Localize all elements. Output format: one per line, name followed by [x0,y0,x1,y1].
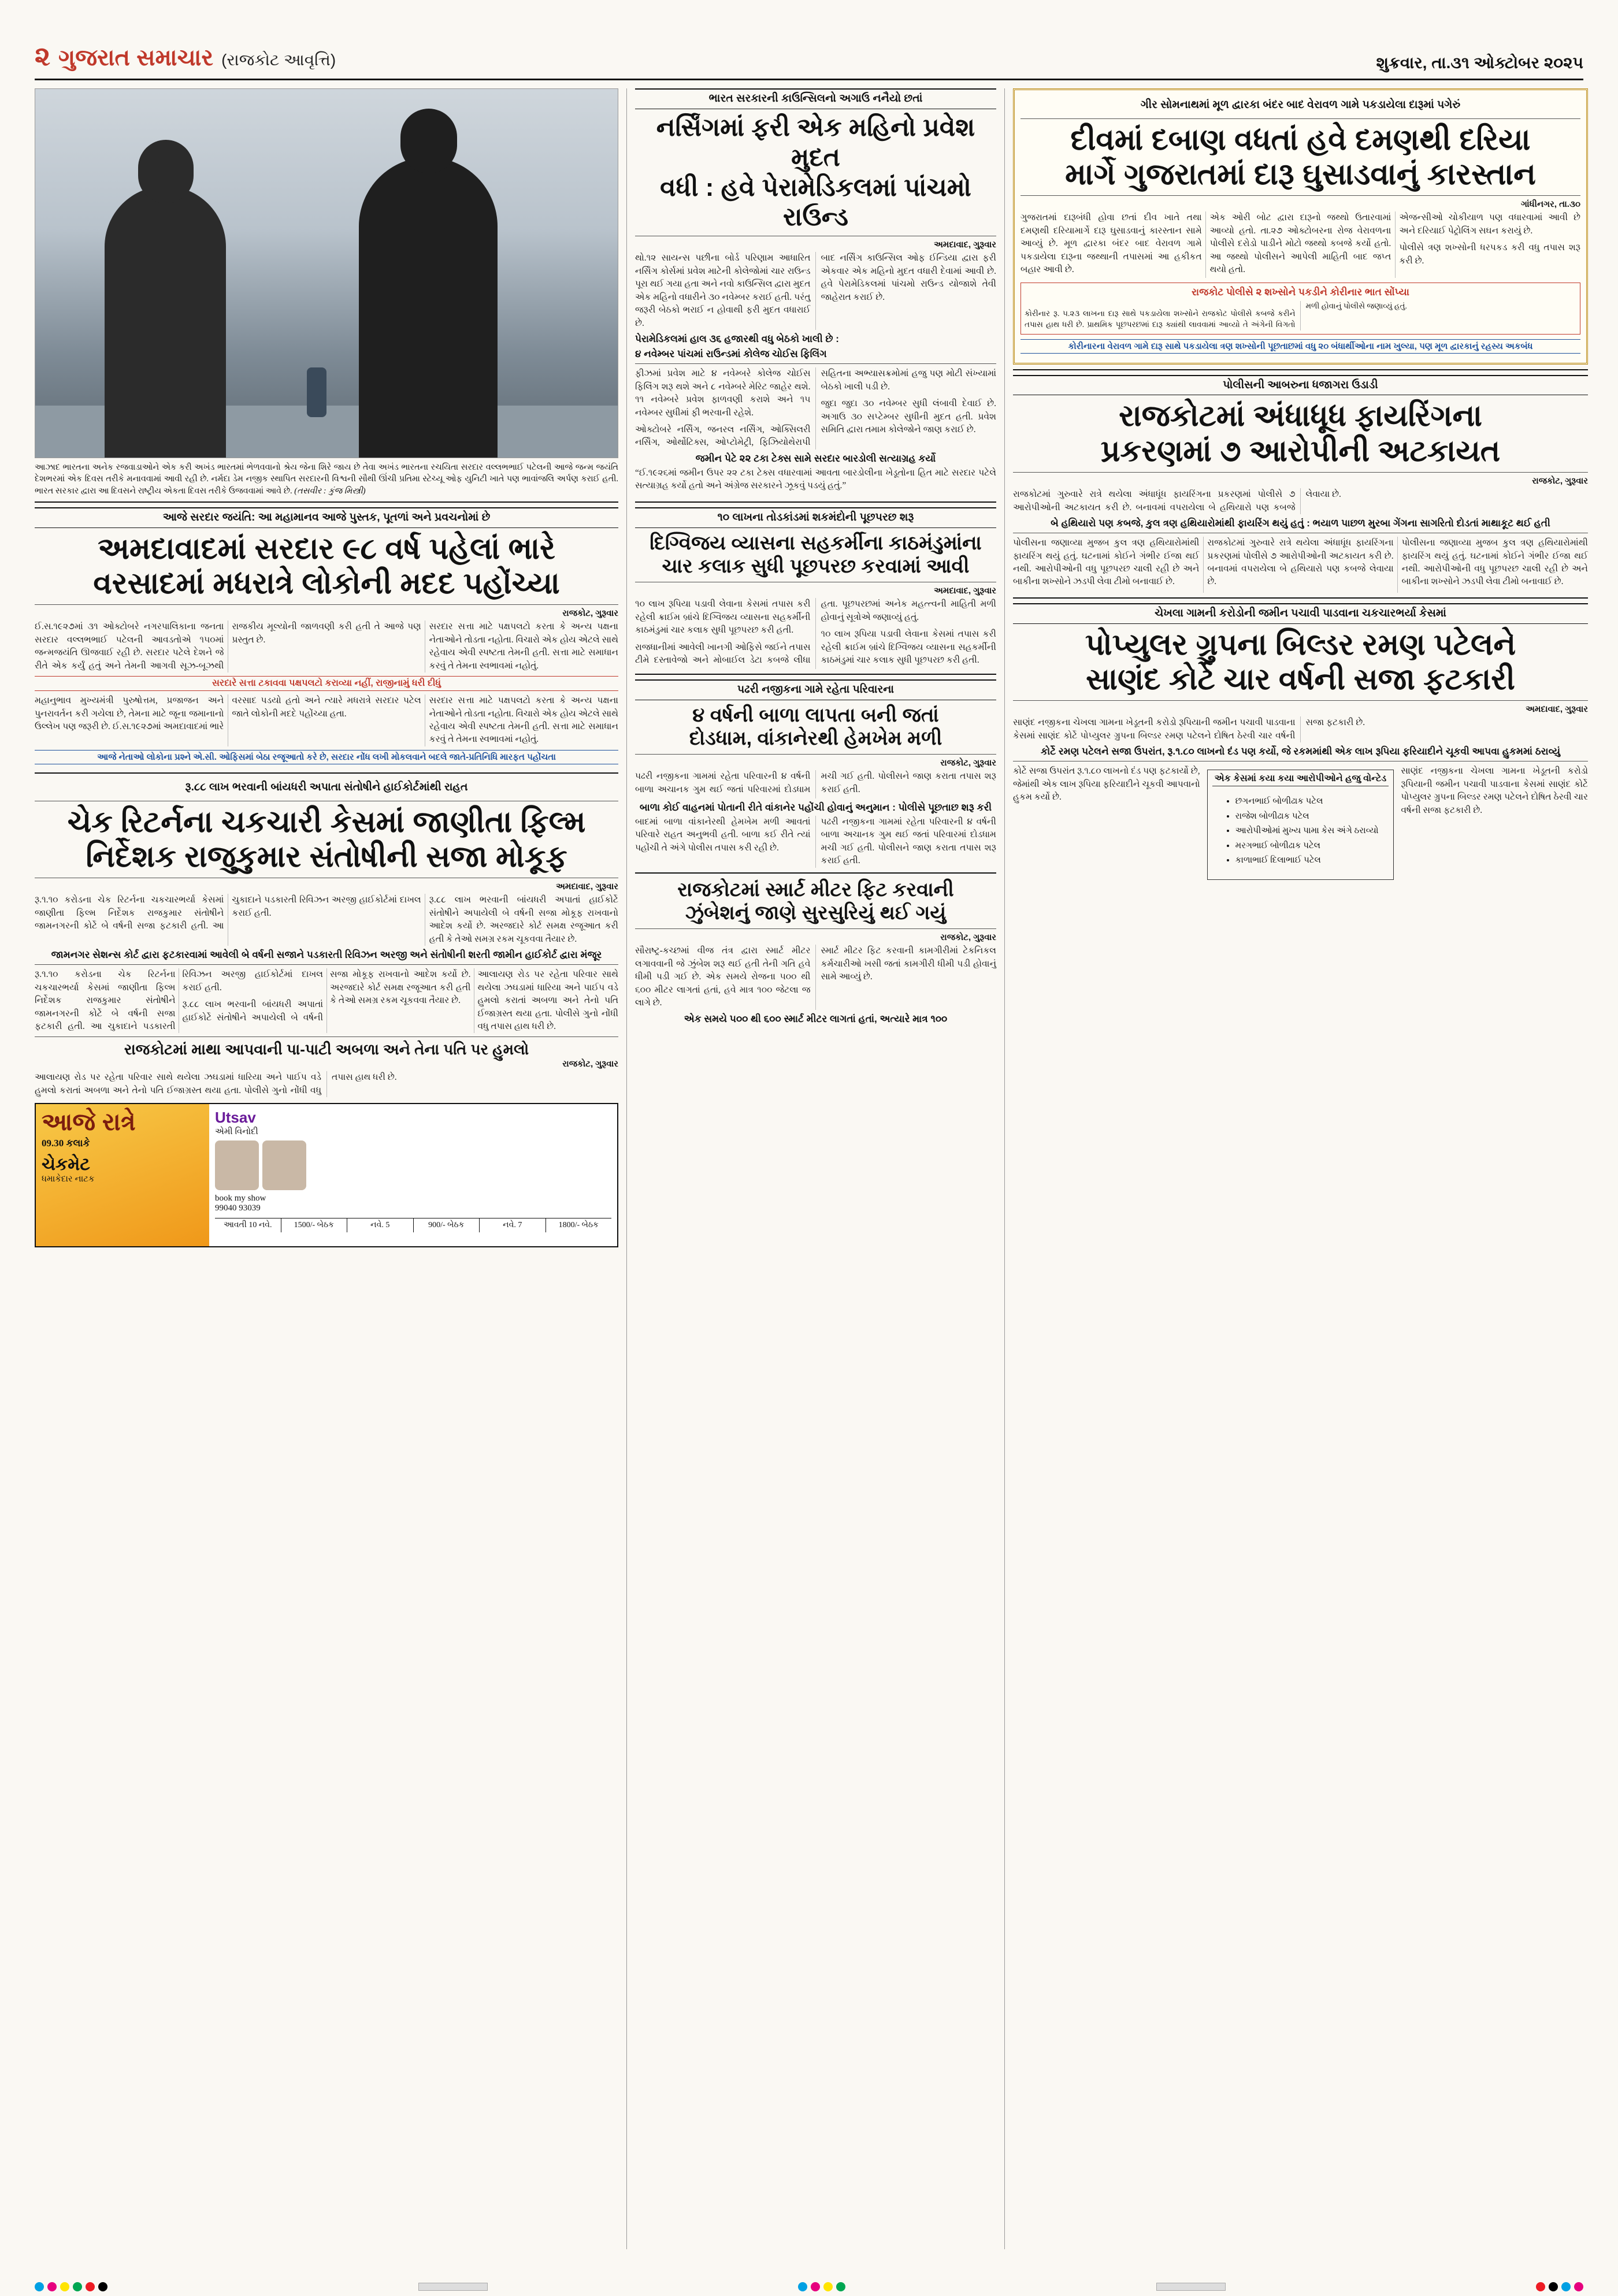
article-headline: રાજકોટમાં માથા આપવાની પા-પાટી અબળા અને તેના પતિ પર હુમલો [124,1041,529,1058]
sidebar-box-body [1025,301,1576,330]
lead-photo-block [35,88,618,497]
registration-dot-yellow [823,2282,833,2291]
divider [35,772,618,774]
article-headline-line2: દોડધામ, વાંકાનેરથી હેમખેમ મળી [689,727,942,750]
article-kicker: ૧૦ લાખના તોડકાંડમાં શકમંદોની પૂછપરછ શરૂ [635,507,996,528]
photo-caption-text: આઝાદ ભારતના અનેક રજવાડાઓને એક કરી અખંડ ભારતમાં ભેળવવાનો શ્રેય જેના શિરે જાય છે તેવા અખંડ ભારતના રચયિતા સરદાર વલ્લભભાઈ પટેલની આજે જન્મ જયંતિ દેશભરમાં એક દિવસ તરીકે મનાવવામાં આવી રહી છે. નર્મદા ડેમ નજીક સ્થાપિત સરદારની વિશ્વની સૌથી ઊંચી પ્રતિમા સ્ટેચ્યૂ ઓફ યુનિટી ખાતે પણ ભાવાંજલિ અર્પણ કરાઈ હતી. ભારત સરકાર દ્વારા આ દિવસને રાષ્ટ્રીય એકતા દિવસ તરીકે ઉજવવામાં આવે છે. [35,463,618,496]
ad-time: 09.30 કલાકે [42,1138,90,1149]
article-headline-line1: દીવમાં દબાણ વધતાં હવે દમણથી દરિયા [1070,122,1531,157]
paragraph: સૌરાષ્ટ્ર-કચ્છમાં વીજ તંત્ર દ્વારા સ્માર્ટ મીટર લગાવવાની જે ઝુંબેશ શરૂ થઈ હતી તેની ગતિ હવે ધીમી પડી ગઈ છે. એક સમયે રોજના ૫૦૦ થી ૬૦૦ મીટર લાગતાં હતાં, હવે માત્ર ૧૦૦ જેટલા જ લાગે છે. [635,946,811,1008]
article-subhead: બે હથિયારો પણ કબજે, કુલ ત્રણ હથિયારોમાંથી ફાયરિંગ થયું હતું : ભયાળ પાછળ મુરબા ગેંગના સાગરિતો દોડતાં માથાકૂટ થઈ હતી [1051,518,1550,529]
divider [635,674,996,675]
paragraph: બાદ નર્સિંગ કાઉન્સિલ ઓફ ઈન્ડિયા દ્વારા ફરી એકવાર એક મહિનો મુદત વધારી દેવામાં આવી છે. હવે પેરામેડિકલમાં પાંચમો રાઉન્ડ યોજાશે તેવી જાહેરાત કરાઈ છે. [821,253,996,302]
list-item: • રાજેશ બોળીઢાક પટેલ [1235,810,1389,823]
page-number: ૨ [35,41,51,71]
registration-bar [418,2283,488,2291]
article-headline-line1: રાજકોટમાં અંધાધૂધ ફાયરિંગના [1119,399,1482,433]
paragraph: આલાયણ રોડ પર રહેતા પરિવાર સાથે થયેલા ઝઘડામાં ધારિયા અને પાઈપ વડે હુમલો કરાતાં અબળા અને તેનો પતિ ઈજાગ્રસ્ત થયા હતા. પોલીસે ગુનો નોંધી વધુ તપાસ હાથ ધરી છે. [35,1072,397,1095]
article-dateline: રાજકોટ, ગુરૂવાર [940,758,996,768]
article-footer-note: કોરીનારના વેરાવળ ગામે દારૂ સાથે પકડાયેલા ત્રણ શખ્સોની પૂછતાછમાં વધુ ૨૦ બંધાર્થીઓના નામ ખુલ્યા, પણ મૂળ દ્વારકાનું રહસ્ય અકબંધ [1020,339,1580,354]
paragraph: મહાનુભાવ મુખ્યમંત્રી પુરુષોત્તમ, પ્રજાજન અને પુનરાવર્તન કરી ગયેલા છે, તેમના માટે જૂના જમાનાનો ઉલ્લેખ પણ જરૂરી છે. ઈ.સ.૧૯૨૭માં અમદાવાદમાં ભારે વરસાદ પડયો હતો અને ત્યારે મધરાત્રે સરદાર પટેલ જાતે લોકોની મદદે પહોંચ્યા હતા. [35,696,421,732]
divider [35,964,618,965]
ad-price-cell: 1800/- બેઠક [558,1221,599,1230]
article-body-col3 [1401,765,1588,880]
statue-photo [35,88,618,458]
note-box-title: એક કેસમાં કયા કયા આરોપીઓને હજુ વોન્ટેડ [1212,774,1389,786]
list-item: • કાળાભાઈ દિલાભાઈ પટેલ [1235,854,1389,867]
article-kicker: પોલીસની આબરુના ધજાગરા ઉડાડી [1013,375,1588,396]
divider [35,604,618,605]
paragraph: સાણંદ નજીકના ચેખલા ગામના ખેડૂતની કરોડો રૂપિયાની જમીન પચાવી પાડવાના કેસમાં સાણંદ કોર્ટે પોપ્યુલર ગ્રુપના બિલ્ડર રમણ પટેલને દોષિત ઠેરવી ચાર વર્ષની સજા ફટકારી છે. [1013,718,1365,741]
article-nursing-admission [635,88,996,497]
ad-cast-photos [215,1140,611,1190]
article-body-cont [635,367,996,449]
ad-price-cell: 900/- બેઠક [414,1218,480,1232]
column-right [1004,88,1588,2249]
paragraph: જુદા જુદા ૩૦ નવેમ્બર સુધી લંબાવી દેવાઈ છે. અગાઉ ૩૦ સપ્ટેમ્બર સુધીની મુદત હતી. પ્રવેશ સમિતિ દ્વારા તમામ કોલેજોને જાણ કરાઈ છે. [821,399,996,434]
paragraph: રાજકોટમાં ગુરુવારે રાત્રે થયેલા અંધાધૂંધ ફાયરિંગના પ્રકરણમાં પોલીસે ૭ આરોપીઓની અટકાયત કરી છે. બનાવમાં વપરાયેલા બે હથિયારો પણ કબજે લેવાયા છે. [1013,489,1341,512]
article-dateline: અમદાવાદ, ગુરૂવાર [1526,704,1588,715]
article-dateline: રાજકોટ, ગુરૂવાર [940,932,996,943]
masthead-left [35,40,336,73]
registration-bar [1156,2283,1226,2291]
divider [35,501,618,503]
article-headline-line1: દિગ્વિજય વ્યાસના સહકર્મીના કાઠમંડુમાંના [650,532,982,554]
paragraph: બાદમાં બાળા વાંકાનેરથી હેમખેમ મળી આવતાં પરિવારે રાહત અનુભવી હતી. બાળા કઈ રીતે ત્યાં પહોંચી તે અંગે પોલીસ તપાસ કરી રહી છે. [635,816,811,853]
paragraph: સાણંદ નજીકના ચેખલા ગામના ખેડૂતની કરોડો રૂપિયાની જમીન પચાવી પાડવાના કેસમાં સાણંદ કોર્ટે પોપ્યુલર ગ્રુપના બિલ્ડર રમણ પટેલને દોષિત ઠેરવી ચાર વર્ષની સજા ફટકારી છે. [1401,766,1588,815]
newspaper-title: ગુજરાત સમાચાર [58,45,214,70]
dot-group-left [35,2282,107,2291]
ad-channel: એમી વિનોદી [215,1127,258,1137]
registration-dot-yellow [60,2282,69,2291]
paragraph: સરદાર સત્તા માટે પક્ષપલટો કરતા કે અન્ય પક્ષના નેતાઓને તોડતા નહોતા. વિચારો એક હોય એટલે સાથે રહેવાય એવી સ્પષ્ટતા તેમની હતી. સત્તા માટે સમાધાન કરવું તે તેમના સ્વભાવમાં નહોતું. [429,622,618,671]
paragraph: “ઈ.૧૯૨૬માં જમીન ઉપર ૨૨ ટકા ટેક્સ વધારવામાં આવતા બારડોલીના ખેડૂતોના હિત માટે સરદાર પટેલે સત્યાગ્રહ કર્યો હતો અને અંગ્રેજ સરકારને ઝૂકવું પડયું હતું.” [635,467,996,491]
article-body [35,1071,618,1097]
article-body-col1 [1013,765,1200,880]
ad-left-panel [36,1104,209,1246]
advertisement[interactable] [35,1103,618,1247]
paragraph: ૧૦ લાખ રૂપિયા પડાવી લેવાના કેસમાં તપાસ કરી રહેલી ક્રાઈમ બ્રાંચે દિગ્વિજય વ્યાસના સહકર્મીની કાઠમંડુમાં ચાર કલાક સુધી પૂછપરછ કરી હતી. [635,599,811,636]
registration-dot-red [1536,2282,1545,2291]
registration-dot-cyan [798,2282,807,2291]
note-box [1207,770,1394,880]
paragraph: રાજધાનીમાં આવેલી ખાનગી ઓફિસે જઈને તપાસ ટીમે દસ્તાવેજો અને મોબાઈલ ડેટા કબજે લીધા હતા. પૂછપરછમાં અનેક મહત્ત્વની માહિતી મળી હોવાનું સૂત્રોએ જણાવ્યું હતું. [635,599,996,666]
ad-price-strip [215,1218,611,1232]
article-headline-line1: ૪ વર્ષની બાળા લાપતા બની જતાં [692,704,939,726]
article-body [635,770,996,798]
paragraph: આલાયણ રોડ પર રહેતા પરિવાર સાથે થયેલા ઝઘડામાં ધારિયા અને પાઈપ વડે હુમલો કરાતાં અબળા અને તેનો પતિ ઈજાગ્રસ્ત થયા હતા. પોલીસે ગુનો નોંધી વધુ તપાસ હાથ ધરી છે. [477,969,618,1032]
page-grid [35,88,1588,2249]
ad-phone[interactable]: 99040 93039 [215,1203,261,1213]
paragraph: કોરીનાર રૂ. ૫.૨૩ લાખના દારૂ સાથે પકડાયેલા શખ્સોને રાજકોટ પોલીસે કબજે કરીને તપાસ હાથ ધરી છે. પ્રાથમિક પૂછપરછમાં દારૂ ક્યાંથી લાવવામાં આવ્યો તે અંગેની વિગતો મળી હોવાનું પોલીસે જણાવ્યું હતું. [1025,301,1407,329]
article-land-tax-subhead: જમીન પેટે ૨૨ ટકા ટેક્સ સામે સરદાર બારડોલી સત્યાગ્રહ કર્યો [695,452,936,464]
statue-right [359,157,498,458]
case-wanted-box [1207,765,1394,880]
divider [35,1036,618,1037]
article-fact-line: એક સમયે ૫૦૦ થી ૬૦૦ સ્માર્ટ મીટર લાગતાં હતાં, અત્યારે માત્ર ૧૦૦ [684,1013,948,1024]
photo-caption [35,462,618,497]
registration-dot-black [1549,2282,1558,2291]
article-headline-line1: અમદાવાદમાં સરદાર ૯૮ વર્ષ પહેલાં ભારે [98,532,555,566]
article-dateline: રાજકોટ, ગુરૂવાર [562,608,618,619]
article-headline-line2: વધી : હવે પેરામેડિકલમાં પાંચમો રાઉન્ડ [660,173,971,232]
paragraph: સ્માર્ટ મીટર ફિટ કરવાની કામગીરીમાં ટેકનિકલ કર્મચારીઓ ખસી જતાં કામગીરી ધીમી પડી હોવાનું સામે આવ્યું છે. [821,946,996,982]
ad-tagline: ધમાકેદાર નાટક [42,1175,95,1184]
article-dateline: રાજકોટ, ગુરૂવાર [1532,476,1588,486]
article-headline-line1: રાજકોટમાં સ્માર્ટ મીટર ફિટ કરવાની [677,878,954,901]
article-kicker: રૂ.૮૮ લાખ ભરવાની બાંયધરી અપાતા સંતોષીને હાઈકોર્ટમાંથી રાહત [185,781,468,793]
article-rajkot-assault [35,1041,618,1097]
article-body [1020,211,1580,277]
paragraph: રાજકોટમાં ગુરુવારે રાત્રે થયેલા અંધાધૂંધ ફાયરિંગના પ્રકરણમાં પોલીસે ૭ આરોપીઓની અટકાયત કરી છે. બનાવમાં વપરાયેલા બે હથિયારો પણ કબજે લેવાયા છે. [1207,538,1394,587]
article-body [1013,716,1588,742]
divider [1013,700,1588,701]
article-body-extra [35,968,618,1033]
article-subhead-2: ૪ નવેમ્બર પાંચમાં રાઉન્ડમાં કોલેજ ચોઈસ ફિલિંગ [635,348,827,360]
ad-price-cell: નવે. 5 [347,1218,414,1232]
paragraph: ગુજરાતમાં દારૂબંધી હોવા છતાં દીવ ખાતે તથા દમણથી દરિયામાર્ગે દારૂ ઘુસાડવાનું કારસ્તાન સામે આવ્યું છે. મૂળ દ્વારકા બંદર બાદ વેરાવળ ગામે પકડાયેલા દારૂના જથ્થાની તપાસમાં આ હકીકત બહાર આવી છે. [1020,213,1202,275]
paragraph: થો.૧૨ સાયન્સ પછીના બોર્ડ પરિણામ આધારિત નર્સિંગ કોર્સમાં પ્રવેશ માટેની કોલેજોમાં ચાર રાઉન્ડ પૂરા થઈ ગયા હતા અને નવો કાઉન્સિલ દ્વારા મુદત એક મહિનો વધારીને ૩૦ નવેમ્બર કરાઈ હતી. પરંતુ જરૂરી બેઠકો ભરાઈ ન હોવાથી ફરી મુદત વધારાઈ છે. [635,253,811,328]
paragraph: એક ઓરી બોટ દ્વારા દારૂનો જથ્થો ઉતારવામાં આવ્યો હતો. તા.૨૭ ઓક્ટોબરના રોજ વેરાવળના પોલીસે દરોડો પાડીને મોટો જથ્થો કબજે કર્યો હતો. આ જથ્થો પોલીસને આપેલી માહિતી બાદ જપ્ત થયો હતો. [1209,213,1391,275]
article-smart-meter [635,878,996,1027]
article-headline-line2: પ્રકરણમાં ૭ આરોપીની અટકાયત [1100,434,1501,468]
paragraph: કોર્ટે સજા ઉપરાંત રૂ.૧.૮૦ લાખનો દંડ પણ ફટકાર્યો છે, જેમાંથી એક લાખ રૂપિયા ફરિયાદીને ચૂકવી આપવાનો હુકમ કર્યો છે. [1013,766,1200,803]
article-liquor-smuggling [1013,88,1588,365]
divider [1013,472,1588,473]
divider [635,363,996,364]
ad-price-cell: 1500/- બેઠક [281,1218,348,1232]
paragraph: એજન્સીઓ ચોકીયાળ પણ વધારવામાં આવી છે અને દરિયાઈ પેટ્રોલિંગ સઘન કરાયું છે. [1399,213,1580,236]
registration-dot-green [836,2282,845,2291]
ad-right-panel [209,1104,617,1246]
paragraph: સરદાર સત્તા માટે પક્ષપલટો કરતા કે અન્ય પક્ષના નેતાઓને તોડતા નહોતા. વિચારો એક હોય એટલે સાથે રહેવાય એવી સ્પષ્ટતા તેમની હતી. સત્તા માટે સમાધાન કરવું તે તેમના સ્વભાવમાં નહોતું. [429,696,618,745]
paragraph: રૂ.૧.૧૦ કરોડના ચેક રિટર્નના ચકચારભર્યા કેસમાં જાણીતા ફિલ્મ નિર્દેશક રાજકુમાર સંતોષીને જામનગરની કોર્ટે બે વર્ષની સજા ફટકારી હતી. આ ચુકાદાને પડકારતી રિવિઝન અરજી હાઈકોર્ટમાં દાખલ કરાઈ હતી. [35,969,323,1032]
article-dateline: ગાંધીનગર, તા.૩૦ [1521,199,1580,210]
article-headline-line2: સાણંદ કોર્ટે ચાર વર્ષની સજા ફટકારી [1086,662,1515,696]
print-registration-marks [35,2282,1583,2291]
article-headline-line2: ચાર કલાક સુધી પૂછપરછ કરવામાં આવી [662,555,970,578]
statue-left [105,186,226,458]
article-subhead: જામનગર સેશન્સ કોર્ટ દ્વારા ફટકારવામાં આવેલી બે વર્ષની સજાને પડકારતી રિવિઝન અરજી અને સંતોષીની શરતી જામીન હાઈકોર્ટ દ્વારા મંજૂર [51,949,602,961]
article-body [635,598,996,669]
date-line: શુક્રવાર, તા.૩૧ ઓક્ટોબર ૨૦૨૫ [1376,54,1583,72]
article-headline-line1: ચેક રિટર્નના ચકચારી કેસમાં જાણીતા ફિલ્મ [67,805,586,839]
avatar [262,1140,306,1190]
paragraph: રૂ.૧.૧૦ કરોડના ચેક રિટર્નના ચકચારભર્યા કેસમાં જાણીતા ફિલ્મ નિર્દેશક રાજકુમાર સંતોષીને જામનગરની કોર્ટે બે વર્ષની સજા ફટકારી હતી. આ ચુકાદાને પડકારતી રિવિઝન અરજી હાઈકોર્ટમાં દાખલ કરાઈ હતી. [35,895,421,931]
dot-group-mid [798,2282,845,2291]
paragraph: પઢરી નજીકના ગામમાં રહેતા પરિવારની ૪ વર્ષની બાળા અચાનક ગુમ થઈ જતાં પરિવારમાં દોડધામ મચી ગઈ હતી. પોલીસને જાણ કરાતા તપાસ શરૂ કરાઈ હતી. [635,771,996,794]
ad-show-name: ચેકમેટ [42,1155,90,1175]
list-item: • છગનભાઈ બોળીઢાક પટેલ [1235,795,1389,808]
article-subhead: બાળા કોઈ વાહનમાં પોતાની રીતે વાંકાનેર પહોંચી હોવાનું અનુમાન : પોલીસે પૂછતાછ શરૂ કરી [639,801,992,813]
article-body [35,621,618,673]
article-headline-line2: નિર્દેશક રાજુકુમાર સંતોષીની સજા મોકૂફ [86,839,567,874]
article-sardar-jayanti [35,507,618,768]
article-dateline: અમદાવાદ, ગુરૂવાર [556,882,618,892]
photo-credit: (તસવીર : કુંજ મિસ્ત્રી) [294,486,366,496]
ad-booking-label[interactable]: book my show [215,1194,266,1203]
registration-dot-green [73,2282,82,2291]
article-builder-sentence [1013,603,1588,880]
article-dateline: અમદાવાદ, ગુરૂવાર [934,240,996,250]
statue-left-head [138,140,194,203]
dot-group-right [1536,2282,1583,2291]
registration-dot-red [86,2282,95,2291]
registration-dot-magenta [811,2282,820,2291]
paragraph: ઈ.સ.૧૯૨૭માં ૩૧ ઓક્ટોબરે નગરપાલિકાના જનતા સરદાર વલ્લભભાઈ પટેલની આવડતોએ ૧૫૦માં જન્મજયંતિ ઊજવાઈ રહી છે. સરદાર પટેલે દેશને જે રીતે એક કર્યું હતું અને તેમની આગવી સૂઝ-બૂઝથી રાજકીય મૂલ્યોની જાળવણી કરી હતી તે આજે પણ પ્રસ્તુત છે. [35,622,421,671]
article-headline-line1: પોપ્યુલર ગ્રુપના બિલ્ડર રમણ પટેલને [1085,627,1516,662]
ad-brand: Utsav [215,1109,256,1127]
article-rajkot-firing [1013,375,1588,593]
paragraph: ૧૦ લાખ રૂપિયા પડાવી લેવાના કેસમાં તપાસ કરી રહેલી ક્રાઈમ બ્રાંચે દિગ્વિજય વ્યાસના સહકર્મીની કાઠમંડુમાં ચાર કલાક સુધી પૂછપરછ કરી હતી. [821,629,996,666]
registration-dot-black [98,2282,107,2291]
article-body-cont [635,816,996,868]
ad-title: આજે રાત્રે [42,1108,136,1136]
paragraph: રૂ.૮૮ લાખ ભરવાની બાંયધરી અપાતાં હાઈકોર્ટે સંતોષીને અપાયેલી બે વર્ષની સજા મોકૂફ રાખવાનો આદેશ કર્યો છે. અરજદારે કોર્ટ સમક્ષ રજૂઆત કરી હતી કે તેઓ સમગ્ર રકમ ચૂકવવા તૈયાર છે. [429,895,618,944]
article-extortion-probe [635,507,996,669]
article-kicker: પઢરી નજીકના ગામે રહેતા પરિવારના [635,679,996,700]
article-subhead: કોર્ટે રમણ પટેલને સજા ઉપરાંત, રૂ.૧.૮૦ લાખનો દંડ પણ કર્યો, જે રકમમાંથી એક લાખ રૂપિયા ફરિયાદીને ચૂકવી આપવા હુકમમાં ઠરાવ્યું [1040,746,1561,757]
sidebar-box-title: રાજકોટ પોલીસે ૨ શખ્સોને પકડીને કોરીનાર ભાત સોંપ્યા [1192,286,1409,298]
article-body [1013,488,1588,514]
article-blue-note: આજે નેતાઓ લોકોના પ્રશ્ને એ.સી. ઓફિસમાં બેઠા રજૂઆતો કરે છે, સરદાર નોંધ લખી મોકલવાને બદલે જાતે-પ્રતિનિધિ મારફત પહોંચતા [35,750,618,764]
paragraph: પોલીસના જણાવ્યા મુજબ કુલ ત્રણ હથિયારોમાંથી ફાયરિંગ થયું હતું. ઘટનામાં કોઈને ગંભીર ઈજા થઈ નથી. આરોપીઓની વધુ પૂછપરછ ચાલી રહી છે અને બાકીના શખ્સોને ઝડપી લેવા ટીમો બનાવાઈ છે. [1401,538,1588,587]
ad-price-cell: નવે. 7 [480,1218,546,1232]
article-kicker: આજે સરદાર જયંતિ: આ મહામાનવ આજે પુસ્તક, પૂતળાં અને પ્રવચનોમાં છે [35,507,618,528]
paragraph: ફીઝમાં પ્રવેશ માટે ૪ નવેમ્બરે કોલેજ ચોઈસ ફિલિંગ શરૂ થશે અને ૮ નવેમ્બરે મેરિટ જાહેર થશે. ૧૧ નવેમ્બરે પ્રવેશ ફાળવણી કરાશે અને ૧૫ નવેમ્બર સુધીમાં ફી ભરવાની રહેશે. [635,369,811,418]
divider [1020,118,1580,119]
article-body [635,252,996,330]
ad-price-cell: આવતી 10 નવે. [215,1218,281,1232]
article-headline-line2: ઝુંબેશનું જાણે સુરસુરિયું થઈ ગયું [685,902,947,924]
article-body [635,945,996,1009]
divider [635,872,996,874]
column-left [35,88,618,2249]
divider [1013,597,1588,599]
divider [635,501,996,503]
paragraph: પઢરી નજીકના ગામમાં રહેતા પરિવારની ૪ વર્ષની બાળા અચાનક ગુમ થઈ જતાં પરિવારમાં દોડધામ મચી ગઈ હતી. પોલીસને જાણ કરાતા તપાસ શરૂ કરાઈ હતી. [821,816,996,866]
article-dateline: અમદાવાદ, ગુરૂવાર [934,586,996,596]
article-headline-line1: નર્સિંગમાં ફરી એક મહિનો પ્રવેશ મુદત [656,113,975,172]
registration-dot-magenta [47,2282,57,2291]
article-kicker: ગીર સોમનાથમાં મૂળ દ્વારકા બંદર બાદ વેરાવળ ગામે પકડાયેલા દારૂમાં પગેરું [1140,99,1461,111]
divider [635,754,996,755]
registration-dot-magenta [1574,2282,1583,2291]
masthead [35,40,1583,80]
column-center [626,88,996,2249]
article-dateline: રાજકોટ, ગુરૂવાર [562,1059,618,1069]
paragraph: રૂ.૮૮ લાખ ભરવાની બાંયધરી અપાતાં હાઈકોર્ટે સંતોષીને અપાયેલી બે વર્ષની સજા મોકૂફ રાખવાનો આદેશ કર્યો છે. અરજદારે કોર્ટ સમક્ષ રજૂઆત કરી હતી કે તેઓ સમગ્ર રકમ ચૂકવવા તૈયાર છે. [182,969,471,1023]
article-red-subhead: સરદારે સત્તા ટકાવવા પક્ષપલટો કરાવ્યા નહીં, રાજીનામું ધરી દીધું [35,676,618,691]
paragraph: પોલીસે ત્રણ શખ્સોની ધરપકડ કરી વધુ તપાસ શરૂ કરી છે. [1399,243,1580,266]
edition-label: (રાજકોટ આવૃત્તિ) [221,51,336,69]
paragraph: ઓક્ટોબરે નર્સિંગ, જનરલ નર્સિંગ, ઓક્સિલરી નર્સિંગ, ઓર્થોટિક્સ, ઓપ્ટોમેટ્રી, ફિઝિયોથેરાપી સહિતના અભ્યાસક્રમોમાં હજુ પણ મોટી સંખ્યામાં બેઠકો ખાલી પડી છે. [635,369,996,448]
article-rajkumar-santoshi [35,778,618,1034]
wanted-list [1212,795,1389,867]
sidebar-box-rajkot-police [1020,283,1580,335]
list-item: • મરગભાઈ બોળીઢાક પટેલ [1235,839,1389,853]
divider [1013,369,1588,370]
divider [635,928,996,929]
paragraph: પોલીસના જણાવ્યા મુજબ કુલ ત્રણ હથિયારોમાંથી ફાયરિંગ થયું હતું. ઘટનામાં કોઈને ગંભીર ઈજા થઈ નથી. આરોપીઓની વધુ પૂછપરછ ચાલી રહી છે અને બાકીના શખ્સોને ઝડપી લેવા ટીમો બનાવાઈ છે. [1013,538,1200,587]
registration-dot-cyan [1561,2282,1571,2291]
statue-right-head [400,109,457,173]
article-kicker: ભારત સરકારની કાઉન્સિલનો અગાઉ નનૈયો છતાં [635,88,996,109]
article-body [35,894,618,946]
article-quote [635,467,996,493]
photo-person [307,367,326,417]
article-body-cont [1013,537,1588,593]
article-headline-line2: વરસાદમાં મધરાત્રે લોકોની મદદ પહોંચ્યા [93,566,560,600]
article-subhead-1: પેરામેડિકલમાં હાલ ૩૬ હજારથી વધુ બેઠકો ખાલી છે : [635,333,839,345]
list-item: • આરોપીઓમાં મુખ્ય પામા કેસ અંગે ઠરાવ્યો [1235,824,1389,838]
registration-dot-cyan [35,2282,44,2291]
article-kicker: ચેખલા ગામની કરોડોની જમીન પચાવી પાડવાના ચકચારભર્યા કેસમાં [1013,603,1588,624]
article-body-secondary [35,694,618,746]
avatar [215,1140,259,1190]
article-missing-child [635,679,996,868]
divider [1020,195,1580,196]
article-headline-line2: માર્ગે ગુજરાતમાં દારૂ ઘુસાડવાનું કારસ્તાન [1065,158,1536,191]
